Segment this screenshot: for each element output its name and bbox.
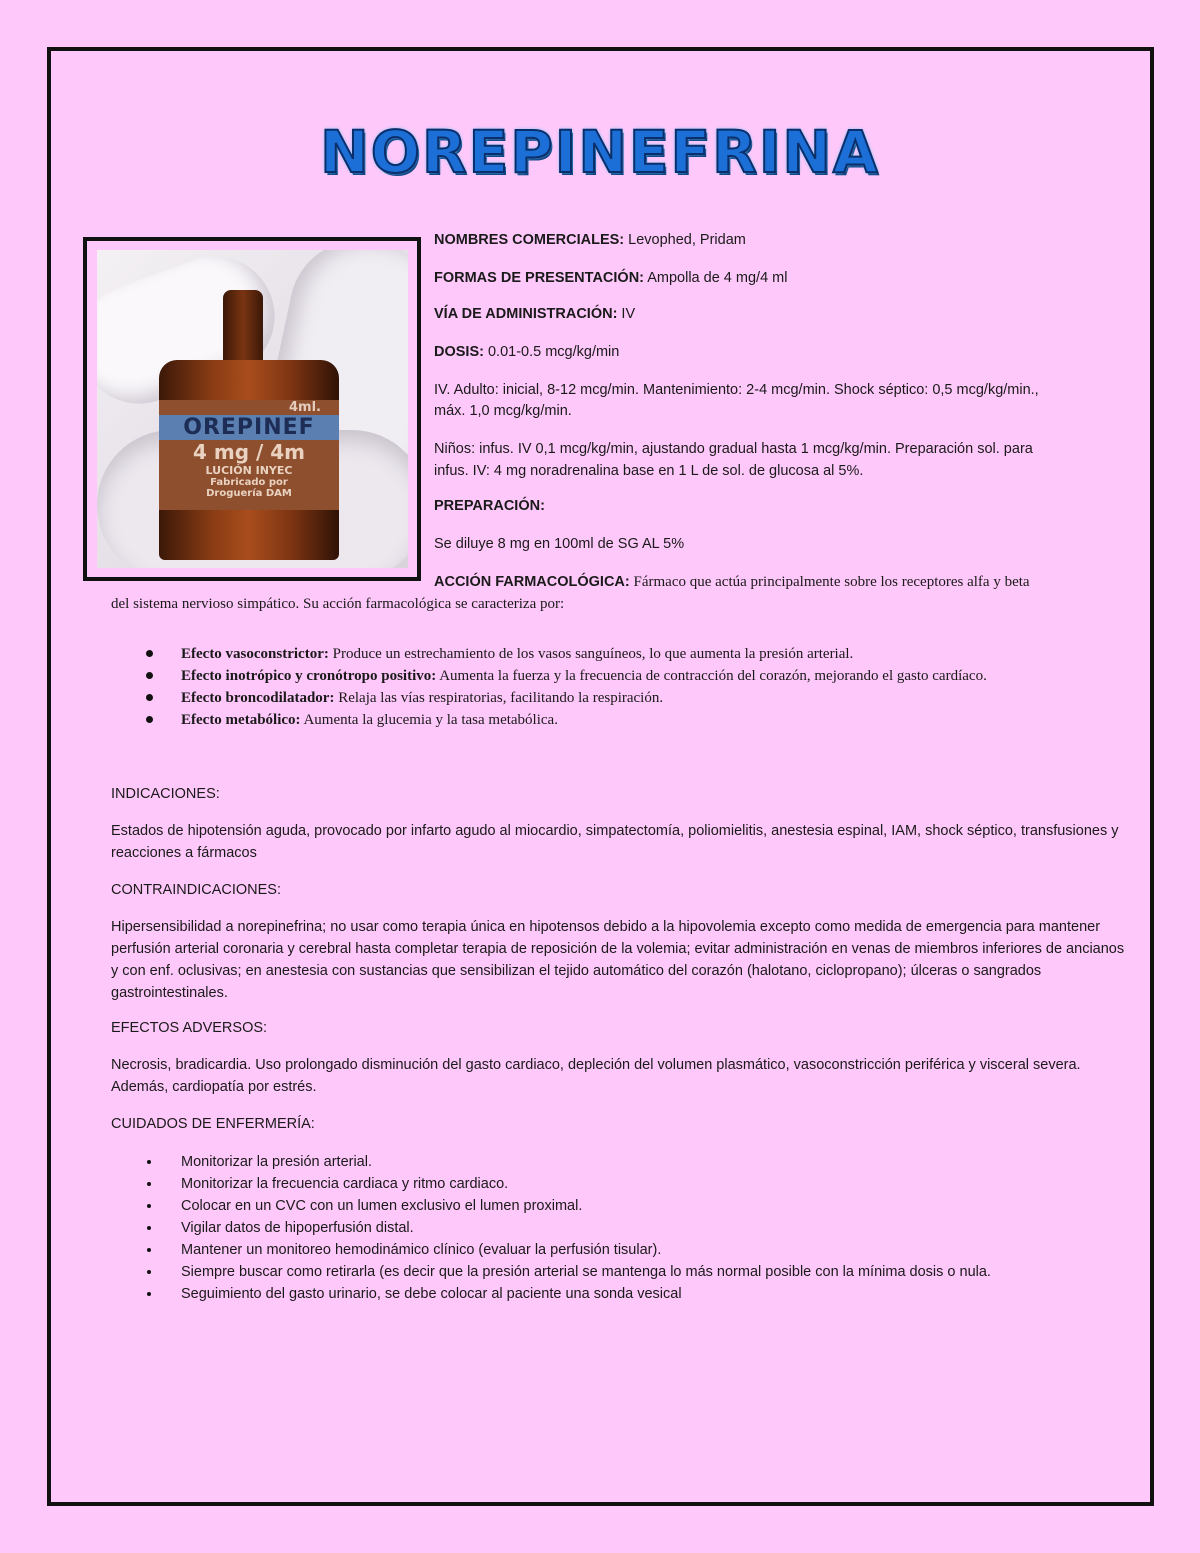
list-item: Efecto broncodilatador: Relaja las vías respiratorias, facilitando la respiración. xyxy=(111,688,1101,708)
vial-label: 4ml. OREPINEF 4 mg / 4m LUCIÓN INYEC Fabricado por Droguería DAM xyxy=(159,400,339,510)
list-item: Monitorizar la presión arterial. xyxy=(111,1152,1131,1172)
efectos-adversos-heading: EFECTOS ADVERSOS: xyxy=(111,1020,268,1036)
list-item: Monitorizar la frecuencia cardiaca y ritmo cardiaco. xyxy=(111,1174,1131,1194)
vial-photo-frame xyxy=(83,237,421,581)
cuidados-heading: CUIDADOS DE ENFERMERÍA: xyxy=(111,1116,315,1132)
dosis-ninos-line-1: Niños: infus. IV 0,1 mcg/kg/min, ajustando gradual hasta 1 mcg/kg/min. Preparación sol. para xyxy=(434,441,1033,457)
cuidados-list xyxy=(111,1152,1131,1306)
dosis-ninos-line-2: infus. IV: 4 mg noradrenalina base en 1 L de sol. de glucosa al 5%. xyxy=(434,463,864,479)
indicaciones-heading: INDICACIONES: xyxy=(111,786,220,802)
list-item: Efecto metabólico: Aumenta la glucemia y la tasa metabólica. xyxy=(111,710,1101,730)
formas-presentacion: FORMAS DE PRESENTACIÓN: Ampolla de 4 mg/4 ml xyxy=(434,270,788,286)
dosis: DOSIS: 0.01-0.5 mcg/kg/min xyxy=(434,344,620,360)
accion-effects-list xyxy=(111,644,1101,732)
vial-photo xyxy=(97,250,408,568)
efectos-adversos-text: Necrosis, bradicardia. Uso prolongado disminución del gasto cardiaco, depleción del volumen plasmático, vasoconstricción periférica y visceral severa. Además, cardiopatía por estrés. xyxy=(111,1057,1081,1095)
page-title: NOREPINEFRINA xyxy=(320,118,880,186)
indicaciones-text: Estados de hipotensión aguda, provocado por infarto agudo al miocardio, simpatectomía, poliomielitis, anestesia espinal, IAM, shock séptico, transfusiones y reacciones a fármacos xyxy=(111,823,1119,861)
accion-line-2: del sistema nervioso simpático. Su acción farmacológica se caracteriza por: xyxy=(111,596,565,612)
list-item: Efecto vasoconstrictor: Produce un estrechamiento de los vasos sanguíneos, lo que aumenta la presión arterial. xyxy=(111,644,1101,664)
list-item: Colocar en un CVC con un lumen exclusivo el lumen proximal. xyxy=(111,1196,1131,1216)
list-item: Efecto inotrópico y cronótropo positivo: Aumenta la fuerza y la frecuencia de contracción del corazón, mejorando el gasto cardíaco. xyxy=(111,666,1101,686)
list-item: Seguimiento del gasto urinario, se debe colocar al paciente una sonda vesical xyxy=(111,1284,1131,1304)
via-administracion: VÍA DE ADMINISTRACIÓN: IV xyxy=(434,306,636,322)
contraindicaciones-text: Hipersensibilidad a norepinefrina; no usar como terapia única en hipotensos debido a la hipovolemia excepto como medida de emergencia para mantener perfusión arterial coronaria y cerebral hasta completar terapia de reposición de la volemia; evitar administración en venas de miembros inferiores de ancianos y con enf. oclusivas; en anestesia con sustancias que sensibilizan el tejido automático del corazón (halotano, ciclopropano); úlceras o sangrados gastrointestinales. xyxy=(111,919,1125,1001)
dosis-adulto-line-2: máx. 1,0 mcg/kg/min. xyxy=(434,403,572,419)
list-item: Vigilar datos de hipoperfusión distal. xyxy=(111,1218,1131,1238)
contraindicaciones-heading: CONTRAINDICACIONES: xyxy=(111,882,281,898)
nombres-comerciales: NOMBRES COMERCIALES: Levophed, Pridam xyxy=(434,232,746,248)
accion-line-1: ACCIÓN FARMACOLÓGICA: Fármaco que actúa principalmente sobre los receptores alfa y beta xyxy=(434,574,1030,590)
dosis-adulto-line-1: IV. Adulto: inicial, 8-12 mcg/min. Mantenimiento: 2-4 mcg/min. Shock séptico: 0,5 mcg/kg/min., xyxy=(434,382,1039,398)
list-item: Mantener un monitoreo hemodinámico clínico (evaluar la perfusión tisular). xyxy=(111,1240,1131,1260)
preparacion-heading: PREPARACIÓN: xyxy=(434,498,545,514)
preparacion-text: Se diluye 8 mg en 100ml de SG AL 5% xyxy=(434,536,685,552)
list-item: Siempre buscar como retirarla (es decir que la presión arterial se mantenga lo más normal posible con la mínima dosis o nula. xyxy=(111,1262,1131,1282)
